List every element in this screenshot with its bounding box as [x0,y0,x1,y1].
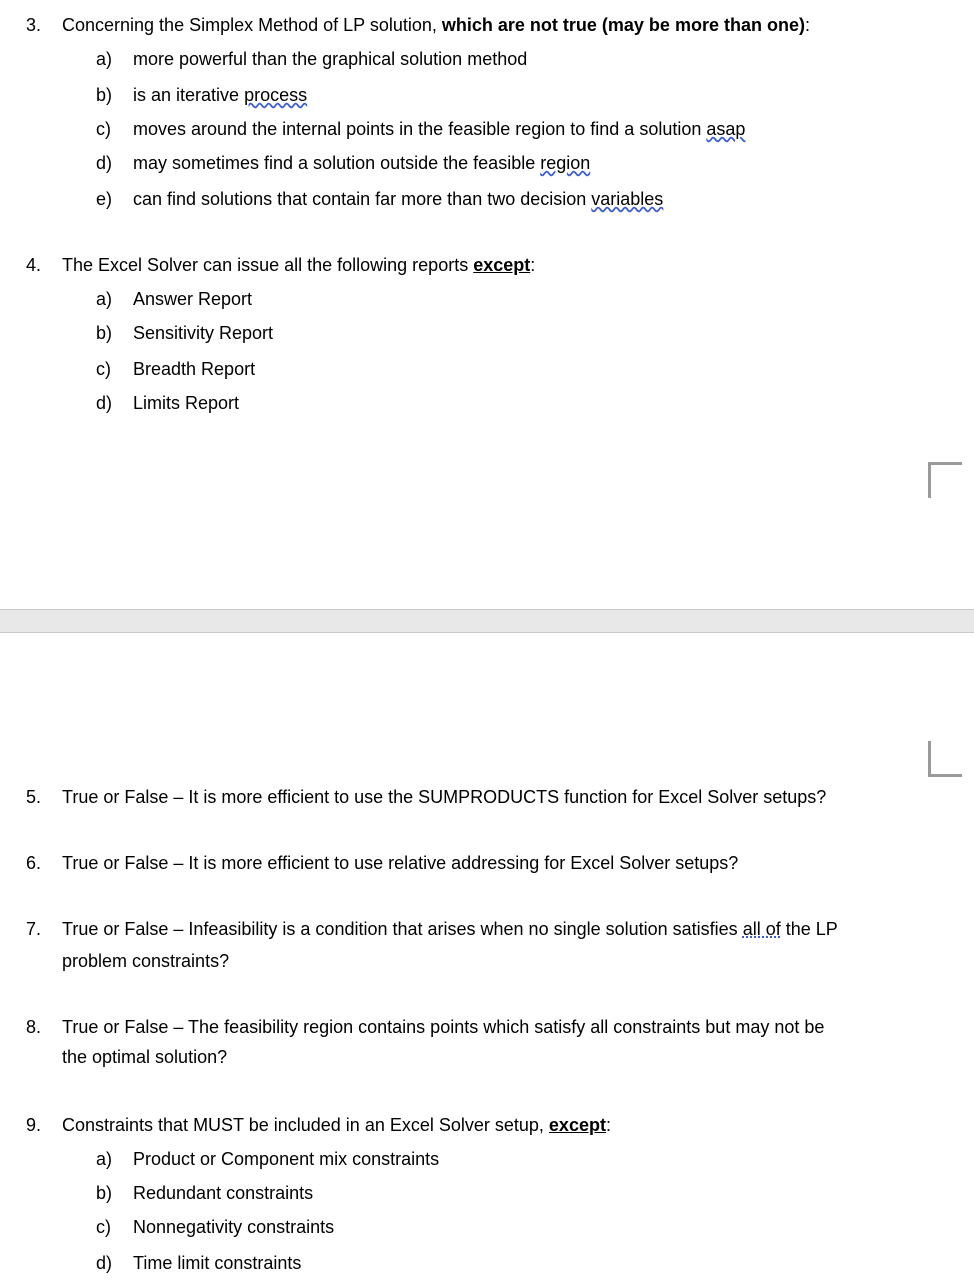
page-corner-marker [928,741,962,777]
question-7-continuation: problem constraints? [62,951,230,971]
question-text: True or False – It is more efficient to use relative addressing for Excel Solver setups? [62,853,739,873]
option-9c: c) Nonnegativity constraints [96,1217,335,1237]
option-4b: b) Sensitivity Report [96,323,274,343]
option-3b: b) is an iterative process [96,85,308,105]
question-number: 7. [26,919,42,939]
question-text: Concerning the Simplex Method of LP solution, [62,15,442,35]
option-4d: d) Limits Report [96,393,240,413]
question-emphasis: except [473,255,531,275]
page-break-gap [0,609,974,633]
option-3d: d) may sometimes find a solution outside the feasible region [96,153,591,173]
question-number: 5. [26,787,42,807]
question-emphasis: except [548,1115,606,1135]
option-9d: d) Time limit constraints [96,1253,302,1273]
question-4: 4. The Excel Solver can issue all the following reports except: [26,255,536,275]
question-8 [26,1015,824,1039]
question-text: Constraints that MUST be included in an Excel Solver setup, [62,1115,549,1135]
grammar-mark: process [244,85,308,105]
question-number: 4. [26,255,42,275]
option-4a: a) Answer Report [96,289,253,309]
option-3e: e) can find solutions that contain far more than two decision variables [96,189,664,209]
question-number: 9. [26,1115,42,1135]
option-3a: a) more powerful than the graphical solution method [96,49,528,69]
grammar-mark: variables [591,189,664,209]
option-3c: c) moves around the internal points in the feasible region to find a solution asap [96,119,746,139]
page-corner-marker [928,462,962,498]
question-text: The Excel Solver can issue all the following reports [62,255,474,275]
option-4c: c) Breadth Report [96,359,256,379]
question-3: 3. Concerning the Simplex Method of LP solution, which are not true (may be more than one): [26,15,810,35]
question-text: True or False – Infeasibility is a condition that arises when no single solution satisfies [62,919,743,939]
question-number: 6. [26,853,42,873]
grammar-mark: all of [742,919,781,939]
question-5 [26,785,826,809]
question-9: 9. Constraints that MUST be included in an Excel Solver setup, except: [26,1115,611,1135]
grammar-mark: asap [706,119,746,139]
question-emphasis: which are not true (may be more than one) [441,15,805,35]
question-6 [26,851,738,875]
question-8-continuation: the optimal solution? [62,1047,228,1067]
question-number: 8. [26,1017,42,1037]
question-number: 3. [26,15,42,35]
question-7: 7. True or False – Infeasibility is a condition that arises when no single solution satisfies all of the LP [26,919,838,939]
option-9b: b) Redundant constraints [96,1183,314,1203]
grammar-mark: region [540,153,591,173]
option-9a: a) Product or Component mix constraints [96,1149,440,1169]
question-text: True or False – The feasibility region contains points which satisfy all constraints but may not be [62,1017,825,1037]
question-text: True or False – It is more efficient to use the SUMPRODUCTS function for Excel Solver setups? [62,787,827,807]
